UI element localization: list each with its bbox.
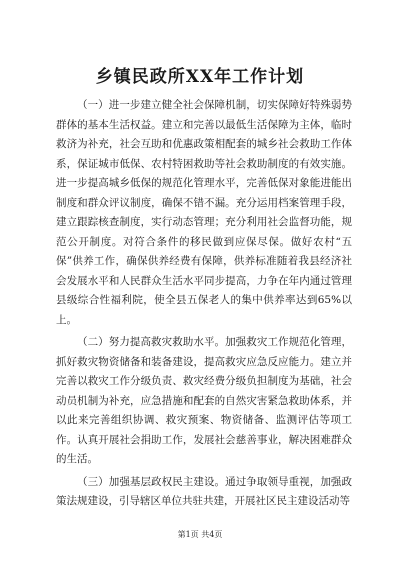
paragraph-grassroots-democracy: （三）加强基层政权民主建设。通过争取领导重视，加强政策法规建设，引导辖区单位共驻共建，开展社区民主建设活动等 xyxy=(56,475,352,507)
paragraph-disaster-relief: （二）努力提高救灾救助水平。加强救灾工作规范化管理，抓好救灾物资储备和装备建设，提高救灾应急反应能力。建立并完善以救灾工作分级负责、救灾经费分级负担制度为基础，社会动员机制为补充，应急措施和配套的自然灾害紧急救助体系，并以此来完善组织协调、救灾预案、物资储备、监测评估等项工作。认真开展社会捐助工作，发展社会慈善事业，解决困难群众的生活。 xyxy=(56,336,352,465)
paragraph-social-security: （一）进一步建立健全社会保障机制，切实保障好特殊弱势群体的基本生活权益。建立和完善以最低生活保障为主体，临时救济为补充，社会互助和优惠政策相配套的城乡社会救助工作体系，保证城市低保、农村特困救助等社会救助制度的有效实施。进一步提高城乡低保的规范化管理水平，完善低保对象能进能出制度和群众评议制度，确保不错不漏。充分运用档案管理手段，建立跟踪核查制度，实行动态管理；充分利用社会监督功能，规范公开制度。对符合条件的移民做到应保尽保。做好农村“五保”供养工作，确保供养经费有保障，供养标准随着我县经济社会发展水平和人民群众生活水平同步提高，力争在年内通过管理县级综合性福利院，使全县五保老人的集中供养率达到65%以上。 xyxy=(56,99,352,326)
page-number-footer: 第1页 共4页 xyxy=(177,530,223,539)
document-title: 乡镇民政所XX年工作计划 xyxy=(95,67,305,87)
document-body xyxy=(56,96,352,512)
